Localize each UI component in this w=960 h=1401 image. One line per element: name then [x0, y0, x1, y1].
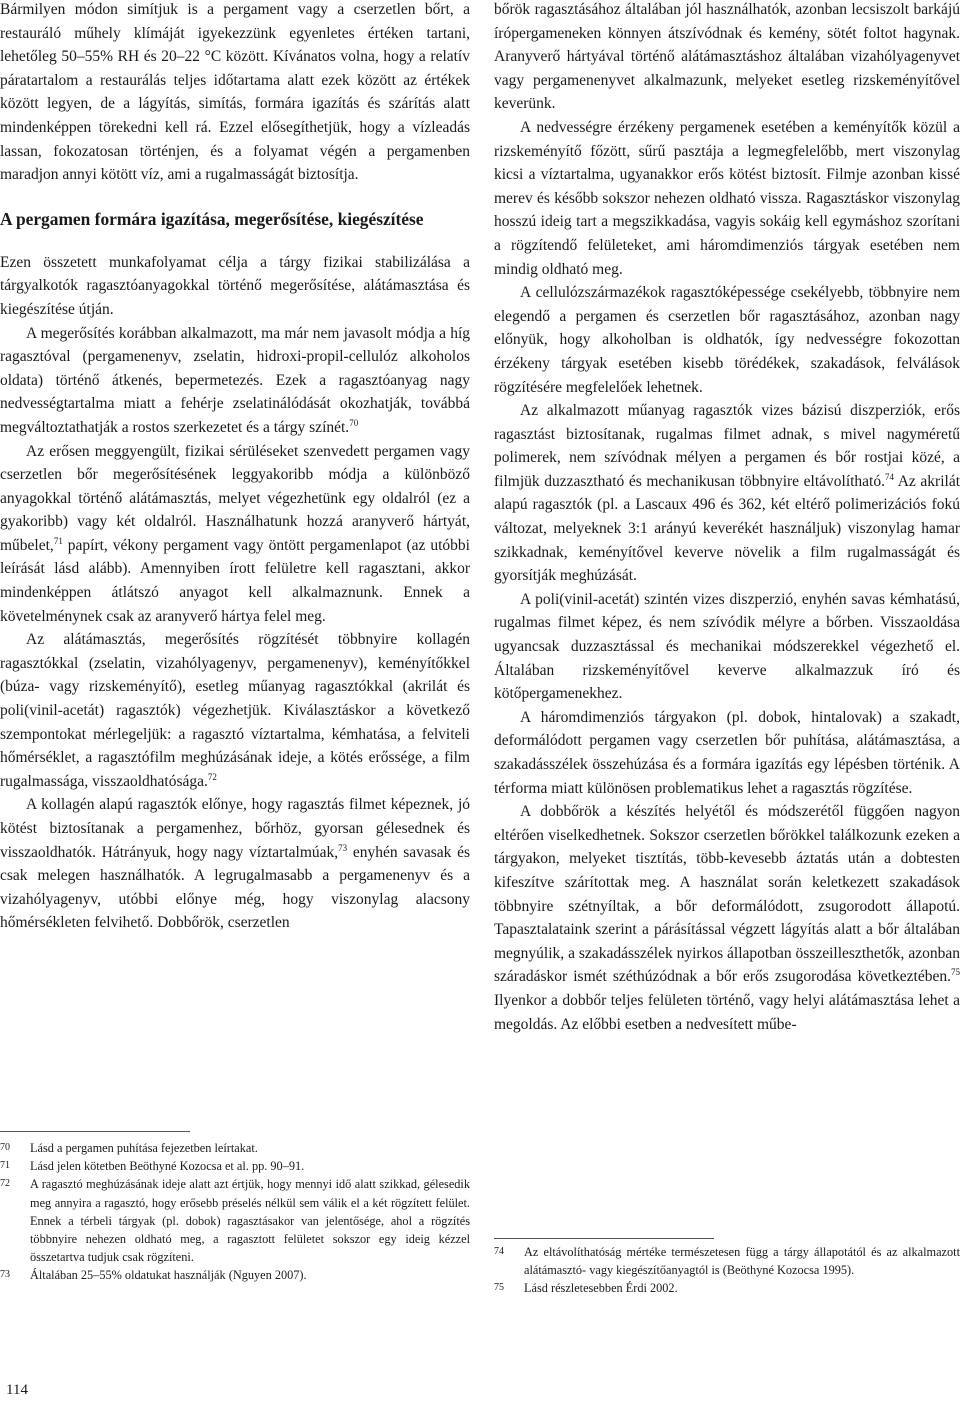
paragraph-text: A kollagén alapú ragasztók előnye, hogy ragasztás filmet képeznek, jó kötést biztosítanak a pergamenhez, bőrhöz, gyorsan gélesednek és visszaoldhatók. Hátrányuk, hogy nagy víztartalmúak, — [0, 796, 470, 861]
footnotes-right — [494, 1243, 960, 1298]
footnote-text: A ragasztó meghúzásának ideje alatt azt értjük, hogy mennyi idő alatt szikkad, gélesedik meg annyira a ragasztó, hogy erősebb préselés nélkül sem válik el a két rögzített felület. Ennek a térbeli tárgyak (pl. dobok) ragasztásakor van jelentősége, ahol a rögzítés többnyire nehezen oldható meg, a ragasztott felületet sokszor egy ideig kézzel összetartva tudjuk csak rögzíteni. — [30, 1177, 470, 1265]
footnote — [494, 1243, 960, 1279]
footnote-number: 73 — [0, 1269, 10, 1281]
footnote-ref[interactable]: 71 — [53, 535, 63, 546]
footnote-number: 75 — [494, 1282, 504, 1294]
footnote — [0, 1175, 470, 1266]
paragraph: Bármilyen módon simítjuk is a pergament vagy a cserzetlen bőrt, a restauráló műhely klímáját igyekezzünk egyenletes értéken tartani, lehetőleg 50–55% RH és 20–22 °C között. Kívánatos volna, hogy a relatív páratartalom a restaurálás teljes időtartama alatt ezek között az értékek között legyen, de a lágyítás, simítás, formára igazítás és szárítás alatt mindenképpen törekedni kell rá. Ezzel elősegíthetjük, hogy a vízleadás lassan, fokozatosan történjen, és a folyamat végén a pergamenben maradjon annyi kötött víz, ami a rugalmasságát biztosítja. — [0, 1, 470, 184]
paragraph: A poli(vinil-acetát) szintén vizes diszperzió, enyhén savas kémhatású, rugalmas filmet képez, és nem szívódik mélyre a bőrben. Visszaoldása ugyancsak duzzasztással és mechanikai módszerekkel végezhető el. Általában rizskeményítővel keverve alkalmazzuk író és kötőpergamenekhez. — [494, 590, 960, 703]
footnote-ref[interactable]: 75 — [951, 967, 960, 978]
footnote-number: 74 — [494, 1246, 504, 1257]
right-body-text — [494, 0, 960, 1036]
footnote — [0, 1266, 470, 1284]
paragraph-text: Az alkalmazott műanyag ragasztók vizes bázisú diszperziók, erős ragasztást biztosítanak, rugalmas filmet adnak, s mivel nagyméretű polimerek, nem szívódnak mélyen a pergamen és bőr rostjai közé, a filmjük duzzasztható és mechanikusan többnyire eltávolítható. — [494, 402, 960, 490]
footnote — [0, 1157, 470, 1175]
paragraph — [494, 399, 960, 588]
paragraph — [0, 793, 470, 935]
paragraph: A nedvességre érzékeny pergamenek esetében a keményítők közül a rizskeményítő főzött, sűrű pasztája a legmegfelelőbb, mert viszonylag kicsi a víztartalma, ugyanakkor erős kötést biztosít. Filmje azonban kissé merev és később sokszor nehezen oldható vissza. Ragasztáskor viszonylag hosszú ideig tart a megszikkadása, vagyis sokáig kell egymáshoz szorítani a rögzítendő felületeket, ami háromdimenziós tárgyak esetében nem mindig oldható meg. — [494, 118, 960, 278]
footnote-ref[interactable]: 74 — [885, 471, 894, 482]
left-body-text — [0, 0, 470, 935]
footnote-text: Az eltávolíthatóság mértéke természetesen függ a tárgy állapotától és az alkalmazott alátámasztó- vagy kiegészítőanyagtól is (Beöthyné Kozocsa 1995). — [524, 1245, 960, 1278]
paragraph — [494, 800, 960, 1036]
footnote-number: 71 — [0, 1160, 10, 1172]
paragraph-text: Az alátámasztás, megerősítés rögzítését többnyire kollagén ragasztókkal (zselatin, vizahólyagenyv, pergamenenyv), keményítőkkel (búza- vagy rizskeményítő), esetleg műanyag ragasztókkal (akrilát és poli(vinil-acetát) ragasztók) végezhetjük. Kiválasztáskor a következő szempontokat mérlegeljük: a ragasztó víztartalma, kémhatása, a felviteli hőmérséklet, a ragasztófilm meghúzásának ideje, a kötés erőssége, a film rugalmassága, visszaoldhatósága. — [0, 631, 470, 790]
footnote — [494, 1279, 960, 1297]
footnote-text: Általában 25–55% oldatukat használják (Nguyen 2007). — [30, 1268, 307, 1283]
paragraph — [0, 322, 470, 440]
footnotes-left — [0, 1139, 470, 1285]
paragraph-text: Az erősen meggyengült, fizikai sérüléseket szenvedett pergamen vagy cserzetlen bőr megerősítésének leggyakoribb módja a különböző anyagokkal történő alátámasztás, melyet végezhetünk egy oldalról (ez a gyakoribb) vagy két oldalról. Használhatunk hozzá aranyverő hártyát, műbelet, — [0, 442, 470, 554]
paragraph: A háromdimenziós tárgyakon (pl. dobok, hintalovak) a szakadt, deformálódott pergamen vagy cserzetlen bőr puhítása, alátámasztása, a szakadásszélek összehúzása és a formára igazítás egy lépésben történik. A térforma miatt különösen problematikus lehet a ragasztás rögzítése. — [494, 708, 960, 797]
paragraph — [0, 440, 470, 629]
footnote-ref[interactable]: 70 — [349, 417, 359, 428]
footnote-number: 72 — [0, 1178, 10, 1190]
paragraph-text: papírt, vékony pergament vagy öntött pergamenlapot (az utóbbi leírását lásd alább). Amennyiben írott felületre kell ragasztani, akkor mindenképpen átlátszó anyagot kell alkalmaznunk. Ennek a követelménynek csak az aranyverő hártya felel meg. — [0, 536, 470, 625]
footnote — [0, 1139, 470, 1157]
section-heading: A pergamen formára igazítása, megerősítése, kiegészítése — [0, 208, 424, 229]
footnote-text: Lásd a pergamen puhítása fejezetben leírtakat. — [30, 1141, 258, 1155]
paragraph — [0, 628, 470, 793]
footnote-text: Lásd részletesebben Érdi 2002. — [524, 1281, 678, 1296]
footnote-text: Lásd jelen kötetben Beöthyné Kozocsa et al. pp. 90–91. — [30, 1159, 305, 1174]
paragraph-text: Ilyenkor a dobbőr teljes felületen történő, vagy helyi alátámasztása lehet a megoldás. Az előbbi esetben a nedvesített műbe- — [494, 991, 960, 1033]
paragraph-text: enyhén savasak és csak melegen használhatók. A legrugalmasabb a pergamenenyv és a vizahólyagenyv, utóbbi előnye még, hogy viszonylag alacsony hőmérsékleten felvihető. Dobbőrök, cserzetlen — [0, 843, 471, 932]
paragraph: bőrök ragasztásához általában jól használhatók, azonban lecsiszolt barkájú írópergameneken könnyen átszívódnak és kemény, sötét foltot hagynak. Aranyverő hártyával történő alátámasztáshoz általában vizahólyagenyvet vagy pergamenenyvet alkalmazunk, melyeket esetleg rizskeményítővel keverünk. — [494, 1, 960, 113]
paragraph-text: Az akrilát alapú ragasztók (pl. a Lascaux 496 és 362, két eltérő polimerizációs fokú változat, melyeknek 3:1 arányú keverékét használjuk) viszonylag hamar szikkadnak, keményítővel keverve növelik a film rugalmasságát és gyorsítják meghúzását. — [494, 472, 960, 585]
paragraph-text: A dobbőrök a készítés helyétől és módszerétől függően nagyon eltérően viselkedhetnek. Sokszor cserzetlen bőrökkel találkozunk ezeken a tárgyakon, melyeket tisztítás, több-kevesebb áztatás után a dobtesten kifeszítve szárítottak meg. A használat során keletkezett szakadások többnyire szétnyíltak, a bőr deformálódott, zsugorodott állapotú. Tapasztalataink szerint a párásítással végzett lágyítás alatt a bőr általában megnyúlik, a szakadásszélek nyirkos állapotban összeilleszthetők, azonban száradáskor ismét széthúzódnak a bőr erős zsugorodása következtében. — [494, 803, 960, 986]
page-number: 114 — [6, 1382, 28, 1398]
footnote-number: 70 — [0, 1142, 10, 1153]
paragraph: Ezen összetett munkafolyamat célja a tárgy fizikai stabilizálása a tárgyalkotók ragasztóanyagokkal történő megerősítése, alátámasztása és kiegészítése útján. — [0, 253, 470, 318]
footnote-ref[interactable]: 73 — [338, 842, 348, 853]
paragraph: A cellulózszármazékok ragasztóképessége csekélyebb, többnyire nem elegendő a pergamen és cserzetlen bőr ragasztásához, azonban nagy előnyük, hogy alkoholban is oldhatók, így nedvességre fokozottan érzékeny tárgyak esetében kisebb törédékek, szakadások, felválások rögzítésére megfelelőek lehetnek. — [494, 284, 960, 396]
footnote-divider — [0, 1131, 190, 1132]
paragraph-text: A megerősítés korábban alkalmazott, ma már nem javasolt módja a híg ragasztóval (pergamenenyv, zselatin, hidroxi-propil-cellulóz alkoholos oldata) történő átkenés, bepermetezés. Ezek a ragasztóanyag nagy nedvességtartalma miatt a fehérje zselatinálódását okozhatják, továbbá megváltoztathatják a rostos szerkezetet és a tárgy színét. — [0, 324, 470, 436]
footnote-ref[interactable]: 72 — [207, 771, 217, 782]
footnote-divider — [494, 1238, 714, 1239]
